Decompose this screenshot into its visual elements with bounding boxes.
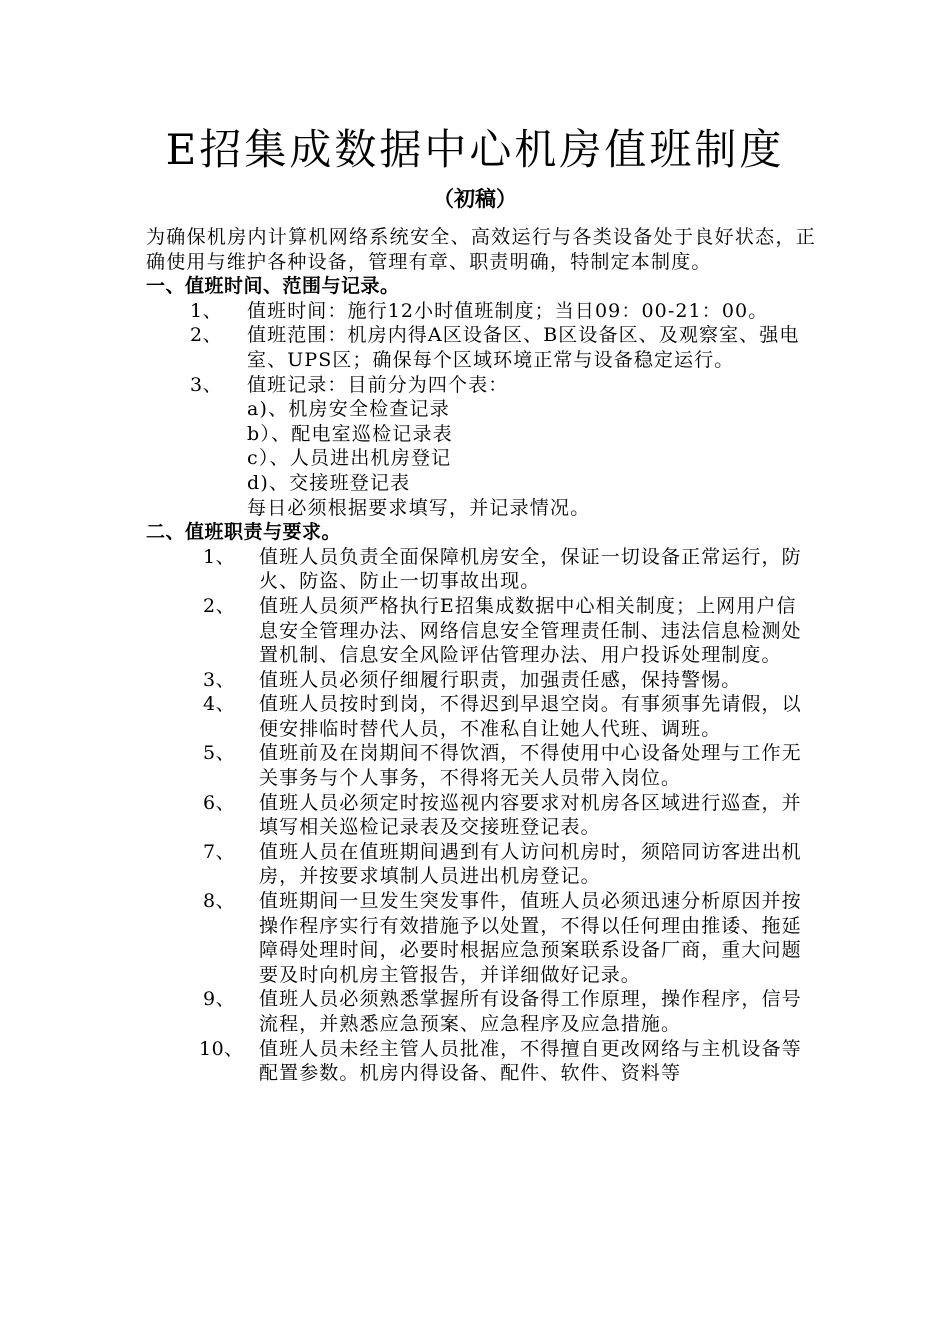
item-number: 3、 <box>203 668 236 691</box>
list-item <box>146 323 816 372</box>
item-text: 值班人员须严格执行E招集成数据中心相关制度；上网用户信息安全管理办法、网络信息安全管理责任制、违法信息检测处置机制、信息安全风险评估管理办法、用户投诉处理制度。 <box>259 594 802 667</box>
item-number: 1、 <box>190 299 223 322</box>
list-item <box>146 741 816 790</box>
item-text: 值班前及在岗期间不得饮酒，不得使用中心设备处理与工作无关事务与个人事务，不得将无关人员带入岗位。 <box>259 742 802 790</box>
item-text: 值班记录：目前分为四个表： <box>247 373 509 396</box>
list-item <box>146 594 816 668</box>
item-number: 6、 <box>203 791 236 814</box>
item-number: 9、 <box>203 988 236 1011</box>
item-number: 4、 <box>203 693 236 716</box>
item-text: 值班人员必须熟悉掌握所有设备得工作原理，操作程序，信号流程，并熟悉应急预案、应急程序及应急措施。 <box>259 988 802 1035</box>
item-number: 1、 <box>203 545 236 568</box>
item-text: 值班时间：施行12小时值班制度；当日09：00-21：00。 <box>247 299 769 322</box>
list-item <box>146 299 816 324</box>
item-number: 3、 <box>190 373 223 396</box>
item-number: 7、 <box>203 840 236 863</box>
item-text: 值班人员必须定时按巡视内容要求对机房各区域进行巡查，并填写相关巡检记录表及交接班登记表。 <box>259 791 802 839</box>
section-heading: 二、值班职责与要求。 <box>146 521 342 544</box>
item-text: 值班人员负责全面保障机房安全，保证一切设备正常运行，防火、防盗、防止一切事故出现。 <box>259 545 802 593</box>
item-number: 2、 <box>190 324 223 347</box>
item-text: 值班期间一旦发生突发事件，值班人员必须迅速分析原因并按操作程序实行有效措施予以处置，不得以任何理由推诿、拖延障碍处理时间，必要时根据应急预案联系设备厂商，重大问题要及时向机房主管报告，并详细做好记录。 <box>259 890 802 986</box>
list-item <box>146 692 816 741</box>
document-title: E招集成数据中心机房值班制度 <box>165 125 785 174</box>
document-body <box>146 225 816 1086</box>
item-number: 5、 <box>203 742 236 765</box>
list-item <box>146 987 816 1036</box>
document-subtitle: （初稿） <box>433 186 517 211</box>
sub-item-note: 每日必须根据要求填写，并记录情况。 <box>247 496 591 519</box>
item-text: 值班人员必须仔细履行职责，加强责任感，保持警惕。 <box>259 668 742 691</box>
sub-item: c）、人员进出机房登记 <box>247 447 452 470</box>
sub-item: b）、配电室巡检记录表 <box>247 422 453 445</box>
item-text: 值班人员未经主管人员批准，不得擅自更改网络与主机设备等配置参数。机房内得设备、配件、软件、资料等 <box>259 1037 802 1085</box>
item-number: 8、 <box>203 890 236 913</box>
list-item <box>146 373 816 398</box>
item-text: 值班范围：机房内得A区设备区、B区设备区、及观察室、强电室、UPS区；确保每个区域环境正常与设备稳定运行。 <box>247 324 800 371</box>
intro-paragraph: 为确保机房内计算机网络系统安全、高效运行与各类设备处于良好状态，正确使用与维护各种设备，管理有章、职责明确，特制定本制度。 <box>146 226 816 273</box>
sub-item: d)、交接班登记表 <box>247 471 411 494</box>
item-text: 值班人员按时到岗，不得迟到早退空岗。有事须事先请假，以便安排临时替代人员，不准私自让她人代班、调班。 <box>259 693 802 740</box>
list-item <box>146 840 816 889</box>
item-number: 2、 <box>203 594 236 617</box>
sub-item: a)、机房安全检查记录 <box>247 398 450 421</box>
list-item <box>146 791 816 840</box>
list-item <box>146 889 816 987</box>
item-text: 值班人员在值班期间遇到有人访问机房时，须陪同访客进出机房，并按要求填制人员进出机房登记。 <box>259 840 802 888</box>
list-item <box>146 1037 816 1086</box>
item-number: 10、 <box>199 1037 244 1060</box>
section-heading: 一、值班时间、范围与记录。 <box>146 275 400 298</box>
list-item <box>146 668 816 693</box>
list-item <box>146 545 816 594</box>
